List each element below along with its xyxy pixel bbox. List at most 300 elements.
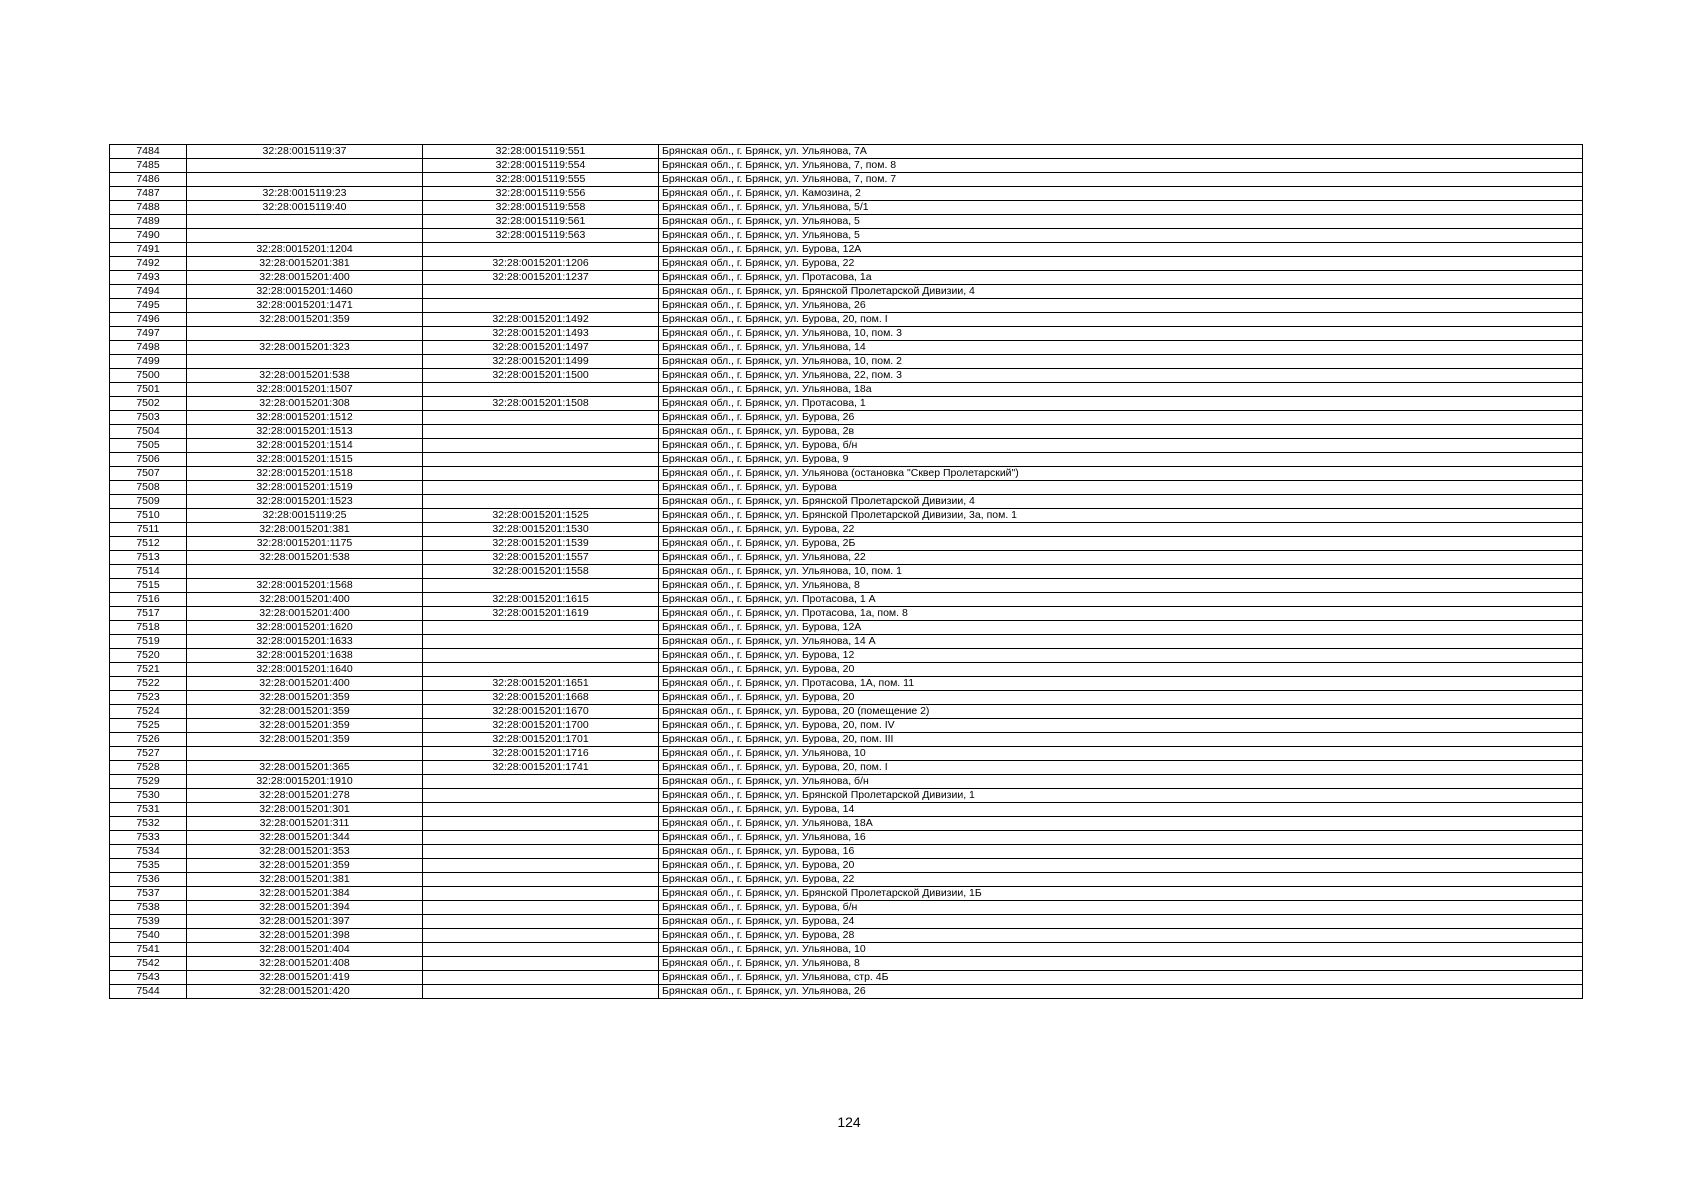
object-number-cell — [423, 901, 659, 915]
row-number-cell: 7517 — [110, 607, 187, 621]
row-number-cell: 7522 — [110, 677, 187, 691]
table-row — [110, 551, 1583, 565]
parcel-number-cell: 32:28:0015201:419 — [187, 971, 423, 985]
object-number-cell — [423, 383, 659, 397]
address-cell: Брянская обл., г. Брянск, ул. Брянской Пролетарской Дивизии, 1 — [659, 789, 1583, 803]
row-number-cell: 7510 — [110, 509, 187, 523]
object-number-cell: 32:28:0015201:1670 — [423, 705, 659, 719]
table-row — [110, 257, 1583, 271]
object-number-cell: 32:28:0015201:1701 — [423, 733, 659, 747]
table-row — [110, 285, 1583, 299]
object-number-cell — [423, 621, 659, 635]
address-cell: Брянская обл., г. Брянск, ул. Протасова, 1а — [659, 271, 1583, 285]
object-number-cell: 32:28:0015201:1237 — [423, 271, 659, 285]
address-cell: Брянская обл., г. Брянск, ул. Ульянова, 5/1 — [659, 201, 1583, 215]
parcel-number-cell: 32:28:0015119:37 — [187, 145, 423, 159]
address-cell: Брянская обл., г. Брянск, ул. Бурова, 22 — [659, 257, 1583, 271]
row-number-cell: 7523 — [110, 691, 187, 705]
object-number-cell: 32:28:0015201:1493 — [423, 327, 659, 341]
row-number-cell: 7526 — [110, 733, 187, 747]
address-cell: Брянская обл., г. Брянск, ул. Бурова, 2Б — [659, 537, 1583, 551]
row-number-cell: 7498 — [110, 341, 187, 355]
row-number-cell: 7518 — [110, 621, 187, 635]
table-row — [110, 859, 1583, 873]
table-row — [110, 733, 1583, 747]
address-cell: Брянская обл., г. Брянск, ул. Бурова — [659, 481, 1583, 495]
address-cell: Брянская обл., г. Брянск, ул. Камозина, 2 — [659, 187, 1583, 201]
parcel-number-cell: 32:28:0015201:400 — [187, 593, 423, 607]
parcel-number-cell: 32:28:0015201:381 — [187, 257, 423, 271]
table-row — [110, 579, 1583, 593]
table-row — [110, 593, 1583, 607]
table-row — [110, 425, 1583, 439]
address-cell: Брянская обл., г. Брянск, ул. Ульянова, 22, пом. 3 — [659, 369, 1583, 383]
address-cell: Брянская обл., г. Брянск, ул. Ульянова, стр. 4Б — [659, 971, 1583, 985]
parcel-number-cell: 32:28:0015201:359 — [187, 691, 423, 705]
parcel-number-cell: 32:28:0015201:1633 — [187, 635, 423, 649]
table-row — [110, 649, 1583, 663]
parcel-number-cell: 32:28:0015201:408 — [187, 957, 423, 971]
object-number-cell: 32:28:0015201:1500 — [423, 369, 659, 383]
row-number-cell: 7505 — [110, 439, 187, 453]
table-row — [110, 243, 1583, 257]
table-row — [110, 985, 1583, 999]
object-number-cell — [423, 887, 659, 901]
row-number-cell: 7504 — [110, 425, 187, 439]
object-number-cell — [423, 985, 659, 999]
object-number-cell — [423, 845, 659, 859]
table-row — [110, 607, 1583, 621]
parcel-number-cell — [187, 229, 423, 243]
address-cell: Брянская обл., г. Брянск, ул. Бурова, 14 — [659, 803, 1583, 817]
object-number-cell — [423, 411, 659, 425]
object-number-cell: 32:28:0015201:1497 — [423, 341, 659, 355]
row-number-cell: 7484 — [110, 145, 187, 159]
row-number-cell: 7536 — [110, 873, 187, 887]
table-row — [110, 397, 1583, 411]
table-row — [110, 691, 1583, 705]
table-row — [110, 173, 1583, 187]
row-number-cell: 7541 — [110, 943, 187, 957]
table-row — [110, 663, 1583, 677]
table-row — [110, 761, 1583, 775]
object-number-cell — [423, 803, 659, 817]
parcel-number-cell: 32:28:0015201:1640 — [187, 663, 423, 677]
parcel-number-cell: 32:28:0015201:384 — [187, 887, 423, 901]
row-number-cell: 7528 — [110, 761, 187, 775]
row-number-cell: 7525 — [110, 719, 187, 733]
row-number-cell: 7502 — [110, 397, 187, 411]
row-number-cell: 7496 — [110, 313, 187, 327]
object-number-cell: 32:28:0015201:1619 — [423, 607, 659, 621]
table-row — [110, 411, 1583, 425]
row-number-cell: 7491 — [110, 243, 187, 257]
address-cell: Брянская обл., г. Брянск, ул. Протасова, 1а, пом. 8 — [659, 607, 1583, 621]
parcel-number-cell: 32:28:0015201:381 — [187, 523, 423, 537]
object-number-cell: 32:28:0015201:1651 — [423, 677, 659, 691]
object-number-cell: 32:28:0015119:551 — [423, 145, 659, 159]
object-number-cell: 32:28:0015119:563 — [423, 229, 659, 243]
object-number-cell — [423, 285, 659, 299]
parcel-number-cell: 32:28:0015201:365 — [187, 761, 423, 775]
address-cell: Брянская обл., г. Брянск, ул. Ульянова, б/н — [659, 775, 1583, 789]
object-number-cell — [423, 579, 659, 593]
parcel-number-cell: 32:28:0015201:381 — [187, 873, 423, 887]
table-row — [110, 929, 1583, 943]
parcel-number-cell: 32:28:0015201:1512 — [187, 411, 423, 425]
parcel-number-cell — [187, 565, 423, 579]
parcel-number-cell: 32:28:0015201:1175 — [187, 537, 423, 551]
table-row — [110, 453, 1583, 467]
address-cell: Брянская обл., г. Брянск, ул. Ульянова, 18А — [659, 817, 1583, 831]
registry-table — [109, 144, 1583, 999]
table-row — [110, 957, 1583, 971]
address-cell: Брянская обл., г. Брянск, ул. Бурова, б/н — [659, 901, 1583, 915]
address-cell: Брянская обл., г. Брянск, ул. Ульянова, 22 — [659, 551, 1583, 565]
parcel-number-cell: 32:28:0015201:323 — [187, 341, 423, 355]
object-number-cell — [423, 243, 659, 257]
address-cell: Брянская обл., г. Брянск, ул. Брянской Пролетарской Дивизии, 4 — [659, 495, 1583, 509]
row-number-cell: 7508 — [110, 481, 187, 495]
address-cell: Брянская обл., г. Брянск, ул. Бурова, 12А — [659, 243, 1583, 257]
parcel-number-cell: 32:28:0015201:1638 — [187, 649, 423, 663]
row-number-cell: 7488 — [110, 201, 187, 215]
object-number-cell — [423, 425, 659, 439]
table-row — [110, 355, 1583, 369]
address-cell: Брянская обл., г. Брянск, ул. Бурова, 12А — [659, 621, 1583, 635]
row-number-cell: 7514 — [110, 565, 187, 579]
address-cell: Брянская обл., г. Брянск, ул. Бурова, 22 — [659, 873, 1583, 887]
table-row — [110, 775, 1583, 789]
object-number-cell: 32:28:0015201:1508 — [423, 397, 659, 411]
table-row — [110, 523, 1583, 537]
parcel-number-cell: 32:28:0015201:359 — [187, 705, 423, 719]
address-cell: Брянская обл., г. Брянск, ул. Бурова, 24 — [659, 915, 1583, 929]
parcel-number-cell: 32:28:0015201:1204 — [187, 243, 423, 257]
address-cell: Брянская обл., г. Брянск, ул. Ульянова, 7, пом. 8 — [659, 159, 1583, 173]
object-number-cell — [423, 467, 659, 481]
row-number-cell: 7535 — [110, 859, 187, 873]
object-number-cell: 32:28:0015119:555 — [423, 173, 659, 187]
row-number-cell: 7515 — [110, 579, 187, 593]
parcel-number-cell: 32:28:0015201:1620 — [187, 621, 423, 635]
address-cell: Брянская обл., г. Брянск, ул. Бурова, 28 — [659, 929, 1583, 943]
row-number-cell: 7544 — [110, 985, 187, 999]
table-row — [110, 565, 1583, 579]
object-number-cell: 32:28:0015119:558 — [423, 201, 659, 215]
object-number-cell: 32:28:0015201:1741 — [423, 761, 659, 775]
table-row — [110, 229, 1583, 243]
object-number-cell — [423, 775, 659, 789]
row-number-cell: 7506 — [110, 453, 187, 467]
object-number-cell — [423, 929, 659, 943]
row-number-cell: 7493 — [110, 271, 187, 285]
table-row — [110, 439, 1583, 453]
parcel-number-cell — [187, 355, 423, 369]
address-cell: Брянская обл., г. Брянск, ул. Ульянова, 10, пом. 1 — [659, 565, 1583, 579]
address-cell: Брянская обл., г. Брянск, ул. Бурова, 20 (помещение 2) — [659, 705, 1583, 719]
row-number-cell: 7530 — [110, 789, 187, 803]
parcel-number-cell: 32:28:0015201:397 — [187, 915, 423, 929]
table-row — [110, 145, 1583, 159]
row-number-cell: 7516 — [110, 593, 187, 607]
table-row — [110, 845, 1583, 859]
row-number-cell: 7520 — [110, 649, 187, 663]
object-number-cell — [423, 635, 659, 649]
object-number-cell: 32:28:0015201:1492 — [423, 313, 659, 327]
parcel-number-cell: 32:28:0015201:1518 — [187, 467, 423, 481]
object-number-cell — [423, 943, 659, 957]
row-number-cell: 7487 — [110, 187, 187, 201]
row-number-cell: 7485 — [110, 159, 187, 173]
row-number-cell: 7527 — [110, 747, 187, 761]
table-row — [110, 481, 1583, 495]
object-number-cell: 32:28:0015201:1615 — [423, 593, 659, 607]
table-row — [110, 327, 1583, 341]
parcel-number-cell: 32:28:0015201:308 — [187, 397, 423, 411]
table-row — [110, 495, 1583, 509]
parcel-number-cell: 32:28:0015201:420 — [187, 985, 423, 999]
parcel-number-cell: 32:28:0015201:359 — [187, 733, 423, 747]
parcel-number-cell: 32:28:0015201:1568 — [187, 579, 423, 593]
table-row — [110, 159, 1583, 173]
row-number-cell: 7509 — [110, 495, 187, 509]
row-number-cell: 7507 — [110, 467, 187, 481]
table-row — [110, 201, 1583, 215]
address-cell: Брянская обл., г. Брянск, ул. Протасова, 1А, пом. 11 — [659, 677, 1583, 691]
table-row — [110, 915, 1583, 929]
parcel-number-cell: 32:28:0015201:400 — [187, 607, 423, 621]
parcel-number-cell — [187, 159, 423, 173]
address-cell: Брянская обл., г. Брянск, ул. Ульянова, 18а — [659, 383, 1583, 397]
address-cell: Брянская обл., г. Брянск, ул. Протасова, 1 А — [659, 593, 1583, 607]
parcel-number-cell: 32:28:0015201:344 — [187, 831, 423, 845]
row-number-cell: 7533 — [110, 831, 187, 845]
object-number-cell — [423, 873, 659, 887]
address-cell: Брянская обл., г. Брянск, ул. Ульянова, 8 — [659, 957, 1583, 971]
parcel-number-cell: 32:28:0015119:40 — [187, 201, 423, 215]
parcel-number-cell: 32:28:0015119:23 — [187, 187, 423, 201]
address-cell: Брянская обл., г. Брянск, ул. Бурова, 20 — [659, 859, 1583, 873]
row-number-cell: 7486 — [110, 173, 187, 187]
table-row — [110, 803, 1583, 817]
parcel-number-cell: 32:28:0015201:359 — [187, 313, 423, 327]
address-cell: Брянская обл., г. Брянск, ул. Ульянова, 10, пом. 3 — [659, 327, 1583, 341]
table-row — [110, 467, 1583, 481]
object-number-cell: 32:28:0015201:1668 — [423, 691, 659, 705]
row-number-cell: 7513 — [110, 551, 187, 565]
table-row — [110, 635, 1583, 649]
parcel-number-cell: 32:28:0015201:538 — [187, 369, 423, 383]
row-number-cell: 7529 — [110, 775, 187, 789]
parcel-number-cell: 32:28:0015119:25 — [187, 509, 423, 523]
address-cell: Брянская обл., г. Брянск, ул. Бурова, 16 — [659, 845, 1583, 859]
table-row — [110, 831, 1583, 845]
table-row — [110, 747, 1583, 761]
table-row — [110, 887, 1583, 901]
page-number: 124 — [837, 1114, 861, 1130]
table-row — [110, 943, 1583, 957]
row-number-cell: 7542 — [110, 957, 187, 971]
address-cell: Брянская обл., г. Брянск, ул. Ульянова, 16 — [659, 831, 1583, 845]
row-number-cell: 7539 — [110, 915, 187, 929]
row-number-cell: 7500 — [110, 369, 187, 383]
object-number-cell — [423, 817, 659, 831]
table-row — [110, 537, 1583, 551]
parcel-number-cell: 32:28:0015201:1519 — [187, 481, 423, 495]
parcel-number-cell: 32:28:0015201:278 — [187, 789, 423, 803]
row-number-cell: 7489 — [110, 215, 187, 229]
table-row — [110, 719, 1583, 733]
row-number-cell: 7503 — [110, 411, 187, 425]
address-cell: Брянская обл., г. Брянск, ул. Бурова, 26 — [659, 411, 1583, 425]
table-row — [110, 299, 1583, 313]
parcel-number-cell: 32:28:0015201:1514 — [187, 439, 423, 453]
row-number-cell: 7540 — [110, 929, 187, 943]
address-cell: Брянская обл., г. Брянск, ул. Бурова, 2в — [659, 425, 1583, 439]
row-number-cell: 7534 — [110, 845, 187, 859]
table-row — [110, 215, 1583, 229]
address-cell: Брянская обл., г. Брянск, ул. Бурова, 9 — [659, 453, 1583, 467]
row-number-cell: 7512 — [110, 537, 187, 551]
object-number-cell — [423, 663, 659, 677]
address-cell: Брянская обл., г. Брянск, ул. Бурова, 22 — [659, 523, 1583, 537]
table-row — [110, 313, 1583, 327]
parcel-number-cell: 32:28:0015201:1523 — [187, 495, 423, 509]
object-number-cell: 32:28:0015201:1700 — [423, 719, 659, 733]
row-number-cell: 7531 — [110, 803, 187, 817]
table-row — [110, 341, 1583, 355]
table-row — [110, 369, 1583, 383]
object-number-cell — [423, 495, 659, 509]
object-number-cell: 32:28:0015201:1499 — [423, 355, 659, 369]
table-row — [110, 383, 1583, 397]
object-number-cell — [423, 957, 659, 971]
address-cell: Брянская обл., г. Брянск, ул. Бурова, 20, пом. I — [659, 761, 1583, 775]
address-cell: Брянская обл., г. Брянск, ул. Бурова, б/н — [659, 439, 1583, 453]
object-number-cell — [423, 831, 659, 845]
address-cell: Брянская обл., г. Брянск, ул. Брянской Пролетарской Дивизии, 3а, пом. 1 — [659, 509, 1583, 523]
parcel-number-cell: 32:28:0015201:1513 — [187, 425, 423, 439]
object-number-cell — [423, 453, 659, 467]
address-cell: Брянская обл., г. Брянск, ул. Ульянова, 5 — [659, 229, 1583, 243]
object-number-cell: 32:28:0015201:1206 — [423, 257, 659, 271]
parcel-number-cell: 32:28:0015201:1507 — [187, 383, 423, 397]
parcel-number-cell: 32:28:0015201:1515 — [187, 453, 423, 467]
address-cell: Брянская обл., г. Брянск, ул. Ульянова, 14 — [659, 341, 1583, 355]
row-number-cell: 7519 — [110, 635, 187, 649]
row-number-cell: 7494 — [110, 285, 187, 299]
object-number-cell — [423, 971, 659, 985]
registry-table-body — [110, 145, 1583, 999]
address-cell: Брянская обл., г. Брянск, ул. Ульянова, 14 А — [659, 635, 1583, 649]
parcel-number-cell: 32:28:0015201:1460 — [187, 285, 423, 299]
parcel-number-cell: 32:28:0015201:404 — [187, 943, 423, 957]
object-number-cell: 32:28:0015201:1716 — [423, 747, 659, 761]
table-row — [110, 971, 1583, 985]
object-number-cell: 32:28:0015201:1530 — [423, 523, 659, 537]
address-cell: Брянская обл., г. Брянск, ул. Бурова, 20, пом. IV — [659, 719, 1583, 733]
table-row — [110, 621, 1583, 635]
address-cell: Брянская обл., г. Брянск, ул. Бурова, 20, пом. I — [659, 313, 1583, 327]
parcel-number-cell: 32:28:0015201:359 — [187, 719, 423, 733]
address-cell: Брянская обл., г. Брянск, ул. Бурова, 20 — [659, 663, 1583, 677]
object-number-cell: 32:28:0015201:1525 — [423, 509, 659, 523]
parcel-number-cell: 32:28:0015201:1910 — [187, 775, 423, 789]
parcel-number-cell — [187, 747, 423, 761]
row-number-cell: 7511 — [110, 523, 187, 537]
address-cell: Брянская обл., г. Брянск, ул. Брянской Пролетарской Дивизии, 1Б — [659, 887, 1583, 901]
address-cell: Брянская обл., г. Брянск, ул. Бурова, 20 — [659, 691, 1583, 705]
parcel-number-cell — [187, 327, 423, 341]
parcel-number-cell: 32:28:0015201:301 — [187, 803, 423, 817]
object-number-cell: 32:28:0015119:554 — [423, 159, 659, 173]
address-cell: Брянская обл., г. Брянск, ул. Ульянова (остановка "Сквер Пролетарский") — [659, 467, 1583, 481]
parcel-number-cell: 32:28:0015201:359 — [187, 859, 423, 873]
parcel-number-cell: 32:28:0015201:400 — [187, 677, 423, 691]
address-cell: Брянская обл., г. Брянск, ул. Ульянова, 5 — [659, 215, 1583, 229]
parcel-number-cell: 32:28:0015201:311 — [187, 817, 423, 831]
parcel-number-cell — [187, 173, 423, 187]
table-row — [110, 271, 1583, 285]
object-number-cell: 32:28:0015119:561 — [423, 215, 659, 229]
table-row — [110, 873, 1583, 887]
parcel-number-cell: 32:28:0015201:398 — [187, 929, 423, 943]
object-number-cell: 32:28:0015201:1558 — [423, 565, 659, 579]
parcel-number-cell: 32:28:0015201:1471 — [187, 299, 423, 313]
table-row — [110, 677, 1583, 691]
parcel-number-cell — [187, 215, 423, 229]
table-row — [110, 509, 1583, 523]
address-cell: Брянская обл., г. Брянск, ул. Ульянова, 26 — [659, 985, 1583, 999]
object-number-cell — [423, 915, 659, 929]
address-cell: Брянская обл., г. Брянск, ул. Бурова, 20, пом. III — [659, 733, 1583, 747]
row-number-cell: 7538 — [110, 901, 187, 915]
object-number-cell — [423, 439, 659, 453]
parcel-number-cell: 32:28:0015201:538 — [187, 551, 423, 565]
row-number-cell: 7521 — [110, 663, 187, 677]
address-cell: Брянская обл., г. Брянск, ул. Ульянова, 10, пом. 2 — [659, 355, 1583, 369]
address-cell: Брянская обл., г. Брянск, ул. Ульянова, 7, пом. 7 — [659, 173, 1583, 187]
address-cell: Брянская обл., г. Брянск, ул. Ульянова, 10 — [659, 943, 1583, 957]
object-number-cell — [423, 299, 659, 313]
table-row — [110, 817, 1583, 831]
row-number-cell: 7543 — [110, 971, 187, 985]
table-row — [110, 789, 1583, 803]
object-number-cell: 32:28:0015201:1557 — [423, 551, 659, 565]
address-cell: Брянская обл., г. Брянск, ул. Бурова, 12 — [659, 649, 1583, 663]
object-number-cell — [423, 789, 659, 803]
table-row — [110, 901, 1583, 915]
address-cell: Брянская обл., г. Брянск, ул. Протасова, 1 — [659, 397, 1583, 411]
row-number-cell: 7495 — [110, 299, 187, 313]
parcel-number-cell: 32:28:0015201:394 — [187, 901, 423, 915]
row-number-cell: 7501 — [110, 383, 187, 397]
parcel-number-cell: 32:28:0015201:353 — [187, 845, 423, 859]
row-number-cell: 7499 — [110, 355, 187, 369]
address-cell: Брянская обл., г. Брянск, ул. Ульянова, 26 — [659, 299, 1583, 313]
object-number-cell — [423, 649, 659, 663]
table-row — [110, 705, 1583, 719]
address-cell: Брянская обл., г. Брянск, ул. Брянской Пролетарской Дивизии, 4 — [659, 285, 1583, 299]
row-number-cell: 7537 — [110, 887, 187, 901]
object-number-cell: 32:28:0015119:556 — [423, 187, 659, 201]
table-row — [110, 187, 1583, 201]
address-cell: Брянская обл., г. Брянск, ул. Ульянова, 7А — [659, 145, 1583, 159]
address-cell: Брянская обл., г. Брянск, ул. Ульянова, 8 — [659, 579, 1583, 593]
row-number-cell: 7490 — [110, 229, 187, 243]
parcel-number-cell: 32:28:0015201:400 — [187, 271, 423, 285]
